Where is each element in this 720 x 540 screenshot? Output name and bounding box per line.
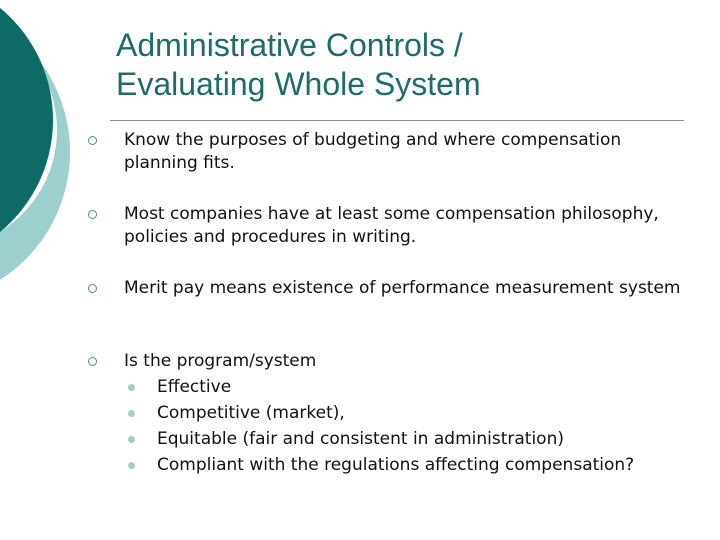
hollow-circle-bullet-icon — [88, 210, 97, 219]
sub-bullet-text: Equitable (fair and consistent in administration) — [157, 429, 564, 449]
filled-dot-bullet-icon — [128, 436, 135, 443]
title-divider — [110, 120, 684, 121]
slide-title — [116, 26, 481, 104]
filled-dot-bullet-icon — [128, 410, 135, 417]
title-line-2: Evaluating Whole System — [116, 66, 481, 102]
filled-dot-bullet-icon — [128, 384, 135, 391]
hollow-circle-bullet-icon — [88, 284, 97, 293]
bullet-text: Is the program/system — [124, 351, 317, 371]
hollow-circle-bullet-icon — [88, 136, 97, 145]
sub-bullet-text: Effective — [157, 377, 232, 397]
bullet-text: Know the purposes of budgeting and where compensation planning fits. — [124, 130, 622, 173]
hollow-circle-bullet-icon — [88, 357, 97, 366]
decorative-circles — [0, 0, 80, 300]
sub-bullet-text: Compliant with the regulations affecting compensation? — [157, 455, 635, 475]
filled-dot-bullet-icon — [128, 462, 135, 469]
bullet-text: Most companies have at least some compensation philosophy, policies and procedures in writing. — [124, 204, 659, 247]
bullet-text: Merit pay means existence of performance measurement system — [124, 278, 681, 298]
sub-bullet-text: Competitive (market), — [157, 403, 345, 423]
title-line-1: Administrative Controls / — [116, 27, 463, 63]
